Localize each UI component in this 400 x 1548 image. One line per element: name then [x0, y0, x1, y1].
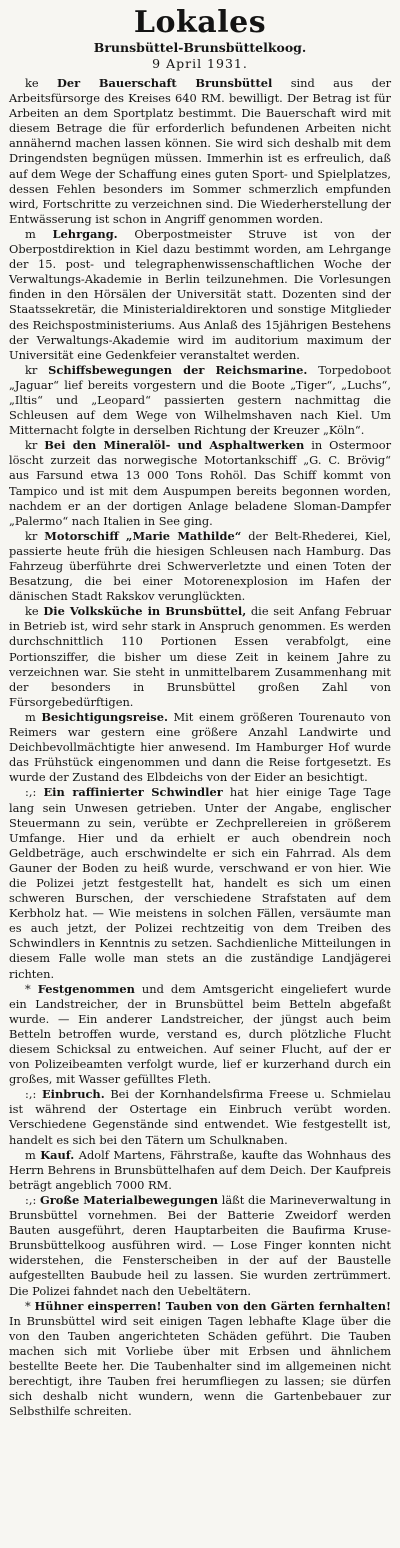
article-motorschiff — [9, 529, 391, 604]
article-heading: Einbruch. — [41, 1087, 105, 1102]
article-heading: Festgenommen — [37, 981, 135, 996]
article-heading: Besichtigungsreise. — [41, 709, 168, 724]
article-text: der Belt-Rhederei, Kiel, passierte heute früh die hiesigen Schleusen nach Hamburg. Das Fahrzeug überführte drei Schwerverletzte und einen Toten der Besatzung, die bei einer Motorenexplosion im Hafen der dänischen Stadt Rakskov verunglückten. — [9, 528, 392, 604]
article-tag: :,: — [25, 785, 37, 800]
article-materialbewegungen — [9, 1193, 391, 1299]
article-bauerschaft — [9, 76, 391, 227]
article-text: In Brunsbüttel wird seit einigen Tagen lebhafte Klage über die von den Tauben angerichteten Schäden geführt. Die Tauben machen sich mit Vorliebe über mit Erbsen und ähnlichem bestellte Beete her. Die Taubenhalter sind im allgemeinen nicht berechtigt, ihre Tauben frei herumfliegen zu lassen; sie dürfen sich deshalb nicht wundern, wenn die Gartenbebauer zur Selbsthilfe schreiten. — [9, 1313, 391, 1419]
article-text: Mit einem größeren Tourenauto von Reimers war gestern eine größere Anzahl Landwirte und Deichbevollmächtigte hier anwesend. Im Hamburger Hof wurde das Frühstück eingenommen und dann die Reise fortgesetzt. Es wurde der Zustand des Elbdeichs von der Eider an besichtigt. — [9, 709, 392, 785]
article-heading: Die Volksküche in Brunsbüttel, — [43, 604, 247, 619]
article-heading: Lehrgang. — [52, 226, 118, 241]
article-schiffsbewegungen — [9, 363, 391, 438]
article-tag: kr — [25, 528, 38, 543]
article-text: hat hier einige Tage Tage lang sein Unwesen getrieben. Unter der Angabe, englischer Steuermann zu sein, verübte er Zechprellereien in größerem Umfange. Hier und da erhielt er auch obendrein noch Geldbeträge, auch erschwindelte er sich ein Fahrrad. Als dem Gauner der Boden zu heiß wurde, verschwand er von hier. Wie die Polizei jetzt festgestellt hat, handelt es sich um einen schweren Burschen, der verschiedene Strafstaten auf dem Kerbholz hat. — Wie meistens in solchen Fällen, versäumte man es auch jetzt, der Polizei rechtzeitig von dem Treiben des Schwindlers in Kenntnis zu setzen. Sachdienliche Mitteilungen in diesem Falle wolle man stets an die zuständige Landjägerei richten. — [9, 785, 392, 981]
article-heading: Schiffsbewegungen der Reichsmarine. — [48, 362, 308, 377]
article-volkskueche — [9, 604, 391, 710]
article-text: Oberpostmeister Struve ist von der Oberpostdirektion in Kiel dazu bestimmt worden, am Lehrgange der 15. post- und telegraphenwissenschaftlichen Woche der Verwaltungs-Akademie in Berlin teilzunehmen. Die Vorlesungen finden in den Hörsälen der Universität statt. Dozenten sind der Staatssekretär, die Ministerialdirektoren und sonstige Mitglieder des Reichspostministeriums. Aus Anlaß des 15jährigen Bestehens der Verwaltungs-Akademie wird im auditorium maximum der Universität eine Gedenkfeier veranstaltet werden. — [9, 226, 391, 362]
section-title: Lokales — [133, 5, 267, 40]
article-tag: m — [25, 226, 36, 241]
article-text: in Ostermoor löscht zurzeit das norwegische Motortankschiff „G. C. Brövig“ aus Farsund etwa 13 000 Tons Rohöl. Das Schiff kommt von Tampico und ist mit dem Auspumpen bereits begonnen worden, nachdem er an der dortigen Anlage beladene Sloman-Dampfer „Palermo“ nach Italien in See ging. — [9, 438, 392, 528]
article-tag: :,: — [25, 1087, 37, 1102]
article-heading: Große Materialbewegungen — [39, 1192, 219, 1207]
article-lehrgang — [9, 227, 391, 363]
article-text: läßt die Marineverwaltung in Brunsbüttel vornehmen. Bei der Batterie Zweidorf werden Bauten ausgeführt, deren Hauptarbeiten die Baufirma Kruse-Brunsbüttelkoog ausführen wird. — Lose Finger konnten nicht widerstehen, die Fensterscheiben in der auf der Baustelle aufgestellten Baubude heil zu lassen. Sie wurden zertrümmert. Die Polizei fahndet nach den Uebeltätern. — [9, 1192, 392, 1298]
article-text: Bei der Kornhandelsfirma Freese u. Schmielau ist während der Ostertage ein Einbruch verübt worden. Verschiedene Gegenstände sind entwendet. Wie festgestellt ist, handelt es sich bei den Tätern um Schulknaben. — [9, 1087, 392, 1147]
article-tag: * — [25, 981, 31, 996]
article-tag: m — [25, 709, 36, 724]
article-tag: * — [25, 1298, 31, 1313]
article-festgenommen — [9, 982, 391, 1088]
article-tag: :,: — [25, 1192, 37, 1207]
article-heading: Kauf. — [40, 1147, 75, 1162]
article-tag: kr — [25, 362, 38, 377]
article-tag: ke — [25, 604, 39, 619]
article-text: die seit Anfang Februar in Betrieb ist, wird sehr stark in Anspruch genommen. Es werden durchschnittlich 110 Portionen Essen verabfolgt, eine Portionsziffer, die bisher um diese Zeit in keinem Jahre zu verzeichnen war. Sie steht in unmittelbarem Zusammenhang mit der besonders in Brunsbüttel großen Zahl von Fürsorgebedürftigen. — [9, 604, 392, 709]
article-tag: kr — [25, 438, 38, 453]
article-text: Adolf Martens, Fährstraße, kaufte das Wohnhaus des Herrn Behrens in Brunsbüttelhafen auf dem Deich. Der Kaufpreis beträgt angeblich 7000 RM. — [9, 1147, 392, 1192]
article-heading: Ein raffinierter Schwindler — [43, 785, 223, 800]
article-text: und dem Amtsgericht eingeliefert wurde ein Landstreicher, der in Brunsbüttel beim Betteln abgefaßt wurde. — Ein anderer Landstreicher, der jüngst auch beim Betteln betroffen wurde, verstand es, durch plötzliche Flucht diesem Schicksal zu entweichen. Auf seiner Flucht, auf der er von Polizeibeamten verfolgt wurde, lief er kurzerhand durch ein großes, mit Wasser gefülltes Fleth. — [9, 981, 392, 1087]
article-schwindler — [9, 785, 391, 981]
articles-column — [9, 76, 391, 1419]
article-text: Torpedoboot „Jaguar“ lief bereits vorgestern und die Boote „Tiger“, „Luchs“, „Iltis“ und „Leopard“ passierten gestern nachmittag die Schleusen auf dem Wege von Wilhelmshaven nach Kiel. Um Mitternacht folgte in derselben Richtung der Kreuzer „Köln“. — [9, 362, 391, 438]
article-tag: m — [25, 1147, 36, 1162]
article-tag: ke — [25, 76, 39, 90]
article-huehner-tauben — [9, 1299, 391, 1420]
locality-subtitle: Brunsbüttel-Brunsbüttelkoog. — [93, 40, 307, 55]
article-heading: Bei den Mineralöl- und Asphaltwerken — [44, 438, 305, 453]
article-heading: Motorschiff „Marie Mathilde“ — [44, 528, 242, 543]
article-text: sind aus der Arbeitsfürsorge des Kreises 640 RM. bewilligt. Der Betrag ist für Arbeiten an dem Sportplatz bestimmt. Die Bauerschaft wird mit diesem Betrage die für erforderlich befundenen Arbeiten nicht annähernd machen lassen können. Sie wird sich deshalb mit dem Dringendsten begnügen müssen. Immerhin ist es erfreulich, daß auf dem Wege der Schaffung eines guten Sport- und Spielplatzes, dessen Fehlen besonders im Sommer schmerzlich empfunden wird, Fortschritte zu verzeichnen sind. Die Wiederherstellung der Entwässerung ist schon in Angriff genommen worden. — [9, 76, 392, 226]
article-heading: Der Bauerschaft Brunsbüttel — [57, 76, 273, 90]
issue-date: 9 April 1931. — [152, 56, 248, 71]
article-mineraloel — [9, 438, 391, 529]
article-kauf — [9, 1148, 391, 1193]
article-einbruch — [9, 1087, 391, 1147]
article-heading: Hühner einsperren! Tauben von den Gärten fernhalten! — [34, 1298, 391, 1313]
article-besichtigungsreise — [9, 710, 391, 785]
